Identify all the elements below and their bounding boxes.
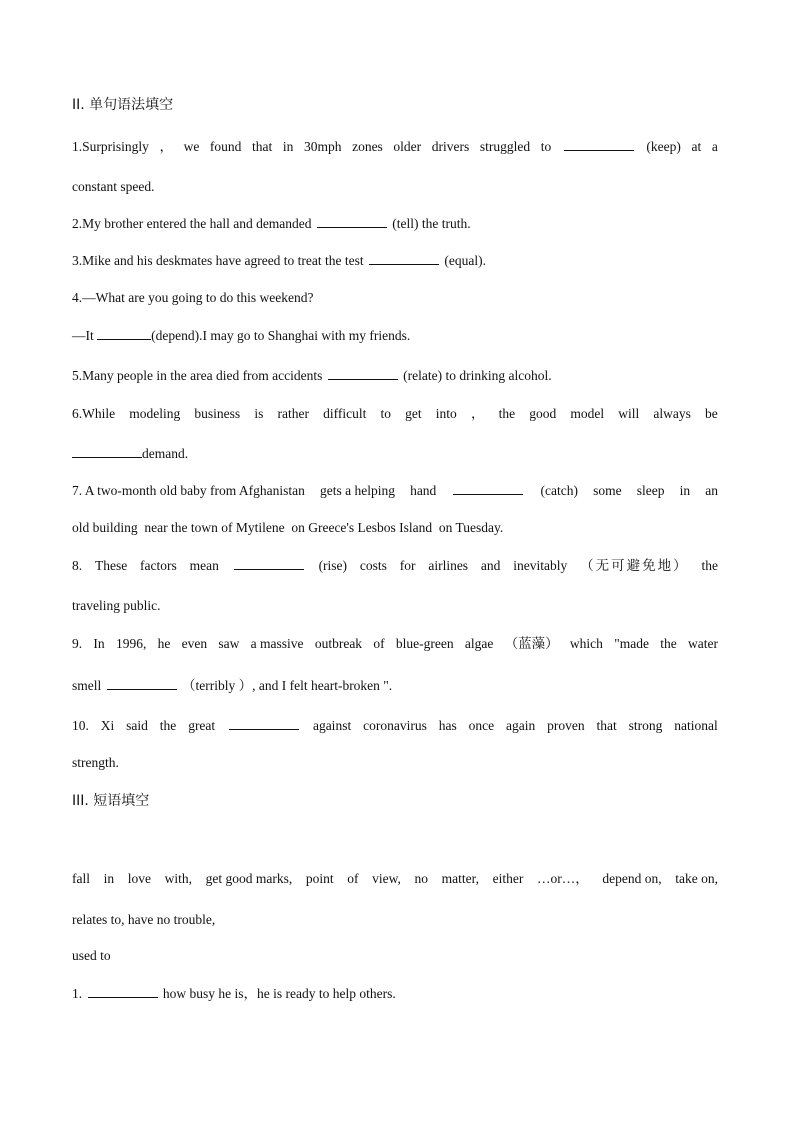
question-9-continuation: [72, 677, 718, 695]
word: 30mph: [303, 139, 342, 154]
word: in: [282, 139, 294, 154]
word: difficult: [323, 406, 367, 421]
question-9: [72, 635, 718, 653]
word: fall: [72, 871, 90, 886]
section-2-title: II. 单句语法填空: [72, 97, 174, 113]
answer-blank[interactable]: [107, 677, 177, 690]
word: inevitably: [513, 558, 568, 573]
answer-blank[interactable]: [317, 215, 387, 228]
word: again: [505, 718, 536, 733]
word: （蓝藻）: [504, 636, 559, 652]
word: the: [159, 718, 177, 733]
word: said: [126, 718, 148, 733]
question-text: smell: [72, 678, 102, 693]
word: struggled: [479, 139, 531, 154]
question-4-line-1: 4.—What are you going to do this weekend?: [72, 290, 314, 305]
word: he: [157, 636, 171, 651]
word: Xi: [100, 718, 115, 733]
question-8: [72, 557, 718, 575]
word: that: [252, 139, 273, 154]
word: the: [701, 558, 718, 573]
word: hand: [410, 483, 437, 498]
word: zones: [352, 139, 383, 154]
word: with,: [164, 871, 193, 886]
word: modeling: [129, 406, 181, 421]
word: has: [438, 718, 457, 733]
word: strong: [628, 718, 663, 733]
word: 1.Surprisingly: [72, 139, 149, 154]
word: get good marks,: [205, 871, 293, 886]
word: 10.: [72, 718, 89, 733]
answer-blank[interactable]: [88, 985, 158, 998]
word: in: [679, 483, 691, 498]
word: gets a helping: [319, 483, 395, 498]
word: model: [570, 406, 605, 421]
question-text: 3.Mike and his deskmates have agreed to treat the test: [72, 253, 364, 268]
word: of: [347, 871, 359, 886]
word: 1996,: [115, 636, 147, 651]
question-6: [72, 405, 718, 423]
word: of: [373, 636, 385, 651]
question-7: [72, 482, 718, 500]
word: older: [393, 139, 422, 154]
phrase-bank-line-3: used to: [72, 948, 111, 963]
word: blue-green: [395, 636, 454, 651]
word: sleep: [636, 483, 665, 498]
word: ，: [470, 406, 485, 421]
answer-blank[interactable]: [453, 482, 523, 495]
word: the: [498, 406, 516, 421]
word: that: [596, 718, 617, 733]
question-10: [72, 717, 718, 735]
question-text: 5.Many people in the area died from accidents: [72, 368, 323, 383]
section-3-title: III. 短语填空: [72, 793, 150, 809]
word: (keep): [646, 139, 681, 154]
word: business: [194, 406, 241, 421]
word: In: [93, 636, 105, 651]
answer-blank[interactable]: [97, 327, 151, 340]
word: costs: [359, 558, 387, 573]
word: outbreak: [314, 636, 363, 651]
word: good: [529, 406, 557, 421]
word: even: [181, 636, 208, 651]
word: (catch): [540, 483, 578, 498]
word: factors: [140, 558, 177, 573]
question-text: (depend).I may go to Shanghai with my friends.: [151, 328, 411, 343]
word: view,: [372, 871, 401, 886]
question-1-continuation: constant speed.: [72, 179, 155, 194]
word: "made: [614, 636, 649, 651]
word: saw: [218, 636, 240, 651]
word: 7. A two-month old baby from Afghanistan: [72, 483, 305, 498]
word: against: [312, 718, 352, 733]
word: mean: [189, 558, 219, 573]
word: found: [209, 139, 242, 154]
phrase-bank-line-2: relates to, have no trouble,: [72, 912, 216, 927]
word: at: [691, 139, 702, 154]
word: water: [688, 636, 718, 651]
word: （无可避免地）: [580, 558, 689, 574]
word: take on,: [675, 871, 718, 886]
question-text: 1.: [72, 986, 83, 1001]
question-1: [72, 138, 718, 156]
answer-blank[interactable]: [234, 557, 304, 570]
word: matter,: [441, 871, 479, 886]
question-10-continuation: strength.: [72, 755, 119, 770]
word: algae: [464, 636, 494, 651]
word: (rise): [318, 558, 348, 573]
word: into: [435, 406, 457, 421]
question-text: how busy he is，he is ready to help others.: [162, 986, 396, 1001]
question-text: (tell) the truth.: [392, 216, 471, 231]
question-3: [72, 252, 718, 270]
word: ，: [159, 139, 173, 154]
question-5: [72, 367, 718, 385]
word: which: [569, 636, 603, 651]
word: a massive: [250, 636, 304, 651]
word: coronavirus: [363, 718, 427, 733]
answer-blank[interactable]: [72, 445, 142, 458]
word: and: [480, 558, 501, 573]
word: 6.While: [72, 406, 116, 421]
word: always: [653, 406, 691, 421]
word: These: [94, 558, 128, 573]
word: in: [103, 871, 115, 886]
answer-blank[interactable]: [229, 717, 299, 730]
word: proven: [547, 718, 585, 733]
word: airlines: [428, 558, 469, 573]
word: be: [705, 406, 718, 421]
question-6-continuation: [72, 445, 718, 463]
question-2: [72, 215, 718, 233]
word: once: [468, 718, 495, 733]
question-text: (equal).: [444, 253, 487, 268]
question-text: （terribly ）, and I felt heart-broken ".: [182, 678, 393, 693]
word: we: [183, 139, 200, 154]
question-4-line-2: [72, 327, 718, 345]
word: for: [399, 558, 416, 573]
word: either: [492, 871, 524, 886]
word: 9.: [72, 636, 83, 651]
answer-blank[interactable]: [564, 138, 634, 151]
word: love: [127, 871, 152, 886]
question-text: 2.My brother entered the hall and demanded: [72, 216, 312, 231]
word: depend on,: [602, 871, 662, 886]
question-text: (relate) to drinking alcohol.: [403, 368, 552, 383]
word: the: [660, 636, 677, 651]
question-8-continuation: traveling public.: [72, 598, 161, 613]
question-text: —It: [72, 328, 94, 343]
word: great: [188, 718, 216, 733]
word: will: [618, 406, 640, 421]
word: an: [705, 483, 718, 498]
word: get: [405, 406, 422, 421]
question-text: demand.: [142, 446, 189, 461]
word: 8.: [72, 558, 83, 573]
phrase-bank-line-1: [72, 870, 718, 888]
word: is: [254, 406, 264, 421]
word: no: [414, 871, 429, 886]
word: to: [540, 139, 552, 154]
section-3-question-1: [72, 985, 718, 1003]
word: drivers: [431, 139, 470, 154]
word: a: [711, 139, 718, 154]
word: to: [380, 406, 391, 421]
answer-blank[interactable]: [328, 367, 398, 380]
word: some: [593, 483, 622, 498]
answer-blank[interactable]: [369, 252, 439, 265]
word: rather: [277, 406, 309, 421]
word: …or…，: [536, 871, 589, 886]
word: national: [674, 718, 718, 733]
question-7-continuation: old building near the town of Mytilene on Greece's Lesbos Island on Tuesday.: [72, 520, 504, 535]
word: point: [305, 871, 334, 886]
